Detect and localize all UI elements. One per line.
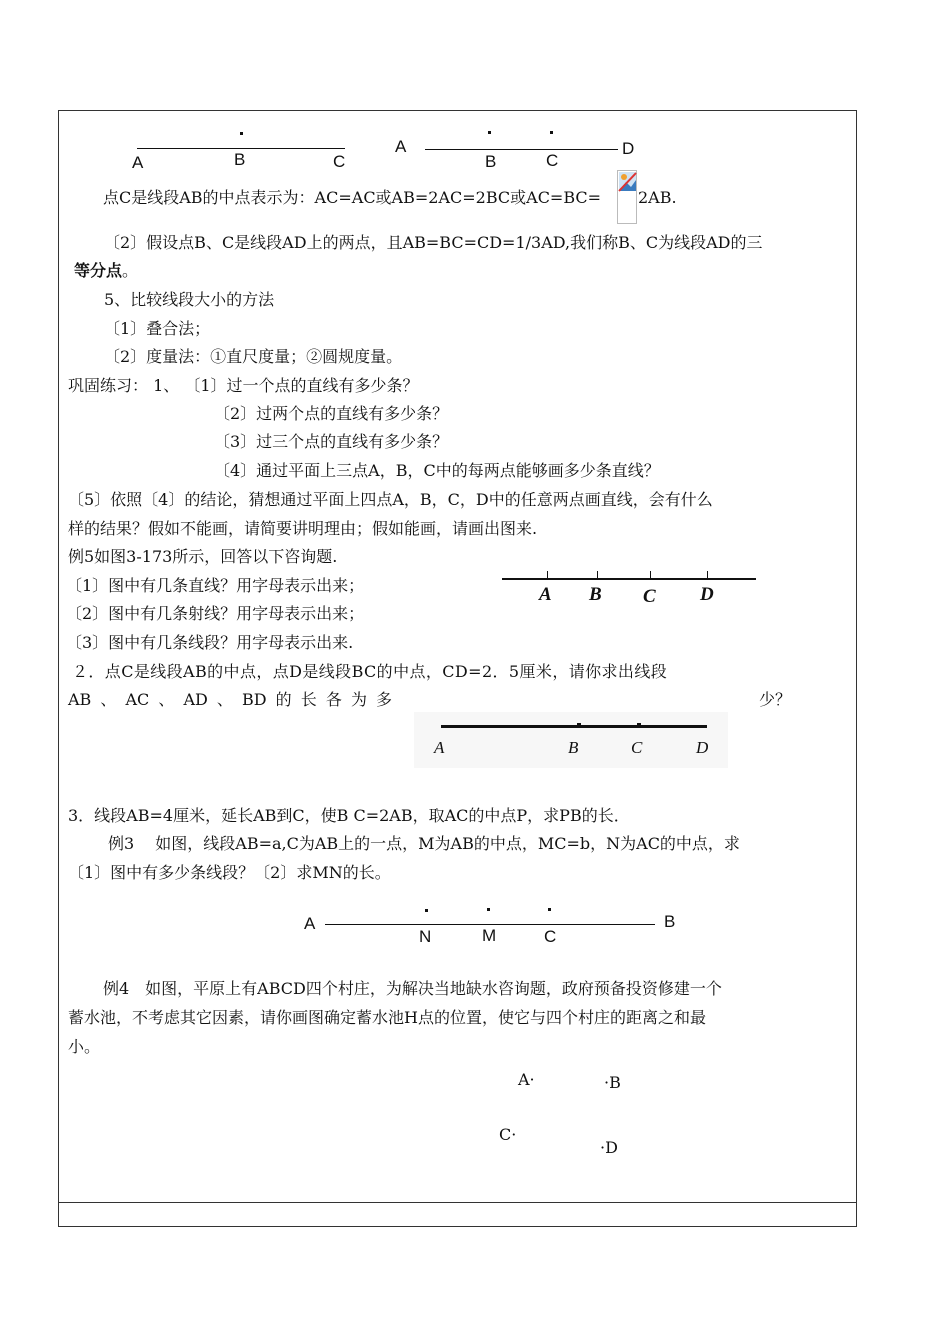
practice-q2: 〔2〕过两个点的直线有多少条？ [214, 404, 449, 423]
point-label-b: B [234, 150, 246, 169]
point-dot [577, 723, 581, 727]
segment-ad [441, 725, 707, 728]
problem2-line1: ２．点C是线段AB的中点，点D是线段BC的中点，CD=2．5厘米，请你求出线段 [72, 662, 668, 681]
point-label-a: A [132, 153, 144, 172]
point-label-c: C [544, 927, 557, 946]
point-label-d: D [700, 584, 714, 605]
point-dot [425, 909, 428, 912]
section5-item2: 〔2〕度量法：①直尺度量；②圆规度量。 [104, 347, 403, 366]
table-row-divider [58, 1202, 857, 1203]
point-label-b: B [568, 738, 579, 757]
line-abcd [502, 578, 756, 580]
broken-image-icon [617, 170, 637, 224]
problem2-line2-end: 少？ [759, 690, 792, 709]
trisection-line2 [74, 261, 138, 281]
point-dot [487, 908, 490, 911]
tick-a [547, 571, 548, 579]
example5-q3: 〔3〕图中有几条线段？用字母表示出来. [66, 633, 354, 652]
trisection-term: 等分点 [74, 261, 123, 280]
example4-line1: 例4 如图，平原上有ABCD四个村庄，为解决当地缺水咨询题，政府预备投资修建一个 [103, 979, 722, 998]
tick-b [597, 571, 598, 579]
point-dot [240, 132, 243, 135]
example5-q2: 〔2〕图中有几条射线？用字母表示出来； [66, 604, 365, 623]
point-label-a: A [434, 738, 445, 757]
example4-line2: 蓄水池，不考虑其它因素，请你画图确定蓄水池H点的位置，使它与四个村庄的距离之和最 [68, 1008, 706, 1027]
midpoint-definition [103, 188, 601, 208]
trisection-line1: 〔2〕假设点B、C是线段AD上的两点，且AB=BC=CD=1/3AD,我们称B、C为线段AD的三 [104, 233, 763, 252]
point-label-d: D [622, 139, 635, 158]
point-label-b: B [485, 152, 497, 171]
point-dot [548, 908, 551, 911]
segment-line [425, 149, 618, 150]
point-dot [637, 723, 641, 727]
example4-line3: 小。 [68, 1037, 101, 1056]
practice-q5-line1: 〔5〕依照〔4〕的结论，猜想通过平面上四点A，B，C，D中的任意两点画直线，会有什么 [68, 490, 713, 509]
point-label-a: A [539, 584, 552, 605]
point-label-a: A [304, 914, 316, 933]
figure-problem2 [414, 712, 728, 768]
point-label-b: B [664, 912, 676, 931]
village-c: C· [499, 1125, 517, 1144]
point-label-c: C [631, 738, 643, 757]
point-label-a: A [395, 137, 407, 156]
point-label-c: C [643, 586, 656, 607]
practice-q1: 巩固练习： 1、 〔1〕过一个点的直线有多少条？ [68, 376, 419, 395]
example5-title: 例5如图3-173所示，回答以下咨询题. [68, 547, 338, 566]
midpoint-text: 点C是线段AB的中点表示为：AC=AC或AB=2AC=2BC或AC=BC= [103, 188, 602, 207]
practice-q3: 〔3〕过三个点的直线有多少条？ [214, 432, 449, 451]
village-a: A· [518, 1070, 535, 1089]
point-label-c: C [333, 152, 346, 171]
village-d: ·D [600, 1138, 618, 1157]
segment-ab [325, 924, 655, 925]
problem2-line2: AB 、 AC 、 AD 、 BD 的 长 各 为 多 [68, 690, 393, 709]
point-label-m: M [482, 926, 497, 945]
point-label-d: D [696, 738, 709, 757]
trisection-end: 。 [122, 261, 139, 280]
midpoint-text-end: 2AB. [638, 188, 677, 207]
point-label-c: C [546, 151, 559, 170]
point-label-n: N [419, 927, 432, 946]
practice-q5-line2: 样的结果？假如不能画，请简要讲明理由；假如能画，请画出图来. [68, 519, 538, 538]
village-b: ·B [604, 1073, 621, 1092]
example3-line2: 〔1〕图中有多少条线段？〔2〕求MN的长。 [68, 863, 391, 882]
point-label-b: B [589, 584, 602, 605]
example3-line1: 例3 如图，线段AB=a,C为AB上的一点，M为AB的中点，MC=b，N为AC的中点，求 [108, 834, 740, 853]
section5-title: 5、比较线段大小的方法 [104, 290, 275, 309]
tick-d [707, 571, 708, 579]
example5-q1: 〔1〕图中有几条直线？用字母表示出来； [66, 576, 365, 595]
point-dot [550, 131, 553, 134]
section5-item1: 〔1〕叠合法； [104, 319, 211, 338]
practice-q4: 〔4〕通过平面上三点A，B，C中的每两点能够画多少条直线？ [214, 461, 660, 480]
point-dot [488, 131, 491, 134]
problem3: 3．线段AB=4厘米，延长AB到C，使B C=2AB，取AC的中点P，求PB的长． [68, 806, 630, 825]
tick-c [650, 571, 651, 579]
segment-line [137, 148, 345, 149]
